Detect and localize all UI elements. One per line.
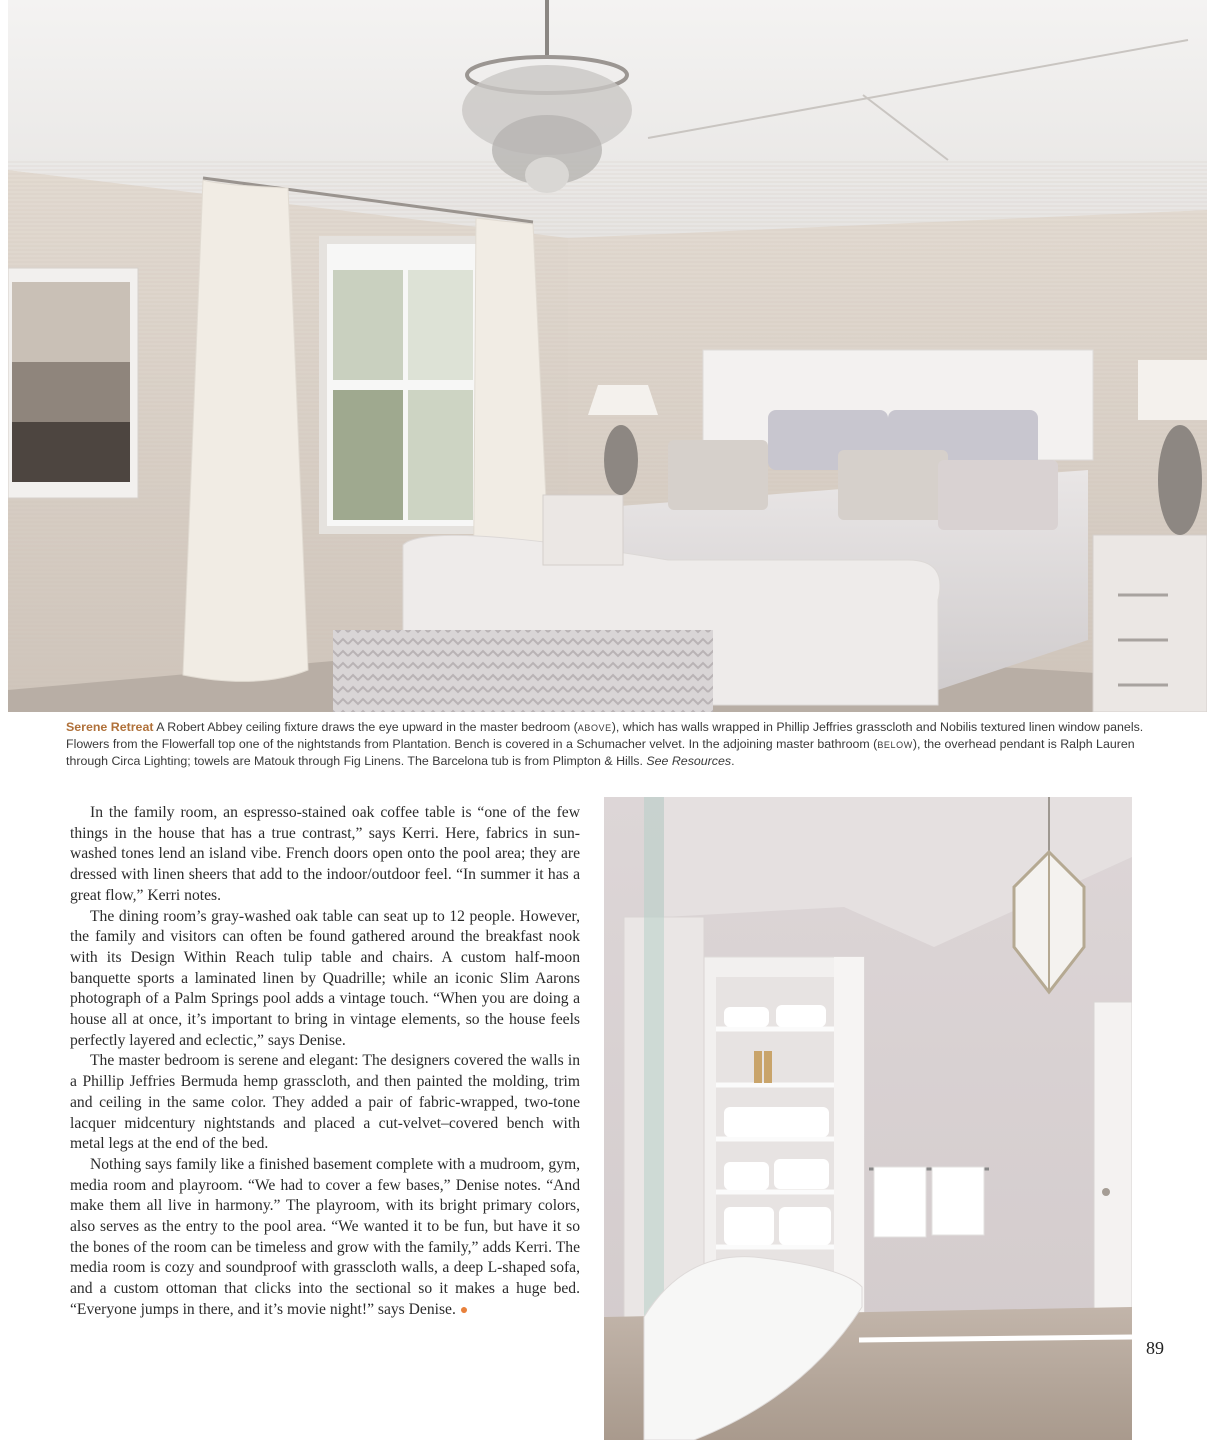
bedroom-photo: [8, 0, 1207, 712]
caption-below-label: BELOW: [877, 740, 913, 750]
nightstand: [543, 495, 623, 565]
hanging-towel: [932, 1167, 984, 1235]
window: [323, 240, 483, 530]
pillow: [838, 450, 948, 520]
caption-period: .: [731, 754, 735, 768]
caption-text: ), which has walls wrapped in Phillip Jeffries grasscloth and Nobilis textured linen window panels. Flowers from the Flowerfall top one of the nightstands from Plantation. Bench is covered in a Schumacher velvet. In the adjoining master bathroom (: [66, 720, 1144, 751]
door: [1094, 1002, 1132, 1332]
bedroom-illustration: [8, 0, 1207, 712]
bathroom-illustration: [604, 797, 1132, 1440]
caption-text: ), the overhead pendant is Ralph Lauren through Circa Lighting; towels are Matouk through Fig Linens. The Barcelona tub is from Plimpton & Hills.: [66, 737, 1135, 768]
caption-text: A Robert Abbey ceiling fixture draws the eye upward in the master bedroom (: [156, 720, 578, 734]
hanging-towel: [874, 1167, 926, 1237]
caption-resources-ref: See Resources: [646, 754, 732, 768]
velvet-bench: [333, 630, 713, 712]
end-mark-icon: ●: [459, 1302, 469, 1318]
photo-caption: [66, 719, 1156, 769]
article-paragraph: [70, 1155, 580, 1322]
article-paragraph: In the family room, an espresso-stained oak coffee table is “one of the few things in the house that has a true contrast,” says Kerri. Here, fabrics in sun-washed tones lend an island vibe. French doors open onto the pool area; they are dressed with linen sheers that add to the indoor/outdoor feel. “In summer it has a great flow,” Kerri notes.: [70, 804, 580, 904]
left-curtain: [183, 180, 308, 681]
page-number: 89: [1146, 1338, 1164, 1358]
pillow: [668, 440, 768, 510]
article-paragraph-text: Nothing says family like a finished basement complete with a mudroom, gym, media room and playroom. “We had to cover a few bases,” Denise notes. “And make them all live in harmony.” The playroom, with its bright primary colors, also serves as the entry to the pool area. “We wanted it to be fun, but have it so the bones of the room can be timeless and grow with the family,” adds Kerri. The media room is cozy and soundproof with grasscloth walls, a deep L-shaped sofa, and a custom ottoman that clicks into the sectional so it makes a huge bed. “Everyone jumps in there, and it’s movie night!” says Denise.: [70, 1155, 580, 1318]
table-lamp: [1138, 360, 1207, 420]
bathroom-photo: [604, 797, 1132, 1440]
caption-title: Serene Retreat: [66, 720, 154, 734]
article-body: [70, 803, 580, 1322]
table-lamp: [588, 385, 658, 415]
article-paragraph: The master bedroom is serene and elegant: The designers covered the walls in a Phillip Jeffries Bermuda hemp grasscloth, and then painted the molding, trim and ceiling in the same color. They added a pair of fabric-wrapped, two-tone lacquer midcentury nightstands and placed a cut-velvet–covered bench with metal legs at the end of the bed.: [70, 1052, 580, 1153]
article-paragraph: The dining room’s gray-washed oak table can seat up to 12 people. However, the family and visitors can often be found gathered around the breakfast nook with its Design Within Reach tulip table and chairs. A custom half-moon banquette sports a laminated linen by Quadrille; while an iconic Slim Aarons photograph of a Palm Springs pool adds a vintage touch. “When you are doing a house all at once, it’s important to bring in vintage elements, so the house feels perfectly layered and eclectic,” says Denise.: [70, 907, 580, 1049]
caption-above-label: ABOVE: [577, 723, 612, 733]
wall-artwork: [8, 268, 138, 498]
